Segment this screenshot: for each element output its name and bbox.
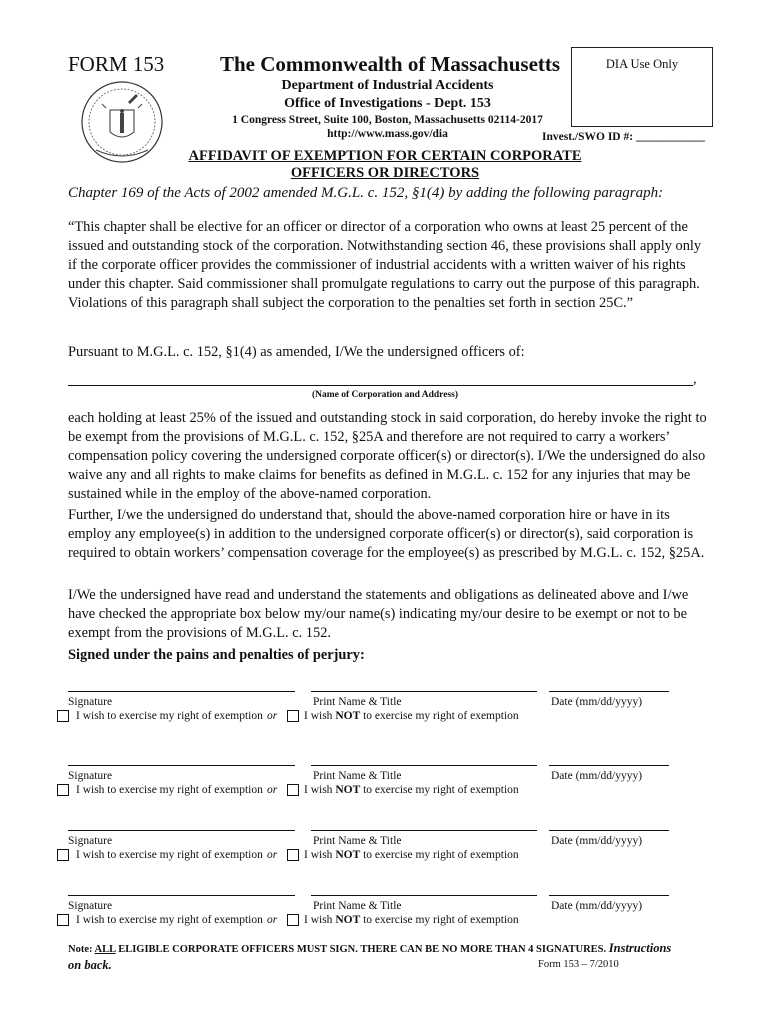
corporation-name-line[interactable] <box>68 385 693 386</box>
exempt-option-label: I wish to exercise my right of exemption <box>76 914 263 926</box>
date-line[interactable] <box>549 895 669 896</box>
not-exempt-checkbox[interactable] <box>287 914 299 926</box>
signature-block-2 <box>0 765 770 805</box>
signature-line[interactable] <box>68 691 295 692</box>
office-name: Office of Investigations - Dept. 153 <box>284 96 491 111</box>
date-line[interactable] <box>549 765 669 766</box>
signature-label: Signature <box>68 770 113 782</box>
or-label: or <box>267 710 278 722</box>
date-label: Date (mm/dd/yyyy) <box>551 696 643 708</box>
invest-id-field[interactable] <box>542 131 705 143</box>
print-name-line[interactable] <box>311 691 537 692</box>
not-exempt-option-label: I wish NOT to exercise my right of exemption <box>304 710 519 722</box>
not-exempt-option-label: I wish NOT to exercise my right of exemption <box>304 784 519 796</box>
signature-label: Signature <box>68 900 113 912</box>
or-label: or <box>267 849 278 861</box>
print-name-label: Print Name & Title <box>313 900 402 912</box>
exempt-option-label: I wish to exercise my right of exemption <box>76 710 263 722</box>
employee-coverage-statement: Further, I/we the undersigned do understand that, should the above-named corporation hire or have in its employ any employee(s) in addition to the undersigned corporate officer(s) or director(s), said corporation is required to obtain workers’ compensation coverage for the employee(s) as prescribed by M.G.L. c. 152, §25A. <box>68 507 705 561</box>
print-name-label: Print Name & Title <box>313 770 402 782</box>
chapter-reference: Chapter 169 of the Acts of 2002 amended M.G.L. c. 152, §1(4) by adding the following paragraph: <box>68 185 664 201</box>
not-exempt-checkbox[interactable] <box>287 784 299 796</box>
commonwealth-title: The Commonwealth of Massachusetts <box>220 52 561 76</box>
exempt-checkbox[interactable] <box>57 849 69 861</box>
signature-block-1 <box>0 691 770 731</box>
print-name-line[interactable] <box>311 830 537 831</box>
acknowledgement-statement: I/We the undersigned have read and understand the statements and obligations as delineated above and I/we have checked the appropriate box below my/our name(s) indicating my/our desire to be exempt or not to be exempt from the provisions of M.G.L. c. 152. <box>68 587 689 641</box>
print-name-label: Print Name & Title <box>313 696 402 708</box>
print-name-line[interactable] <box>311 895 537 896</box>
signature-block-4 <box>0 895 770 935</box>
date-label: Date (mm/dd/yyyy) <box>551 770 643 782</box>
department-name: Department of Industrial Accidents <box>281 78 494 93</box>
signature-label: Signature <box>68 696 113 708</box>
date-line[interactable] <box>549 691 669 692</box>
corporation-name-caption: (Name of Corporation and Address) <box>311 390 459 400</box>
statute-quote: “This chapter shall be elective for an officer or director of a corporation who owns at least 25 percent of the issued and outstanding stock of the corporation. Notwithstanding section 46, these provisions shall apply only if the corporate officer provides the commissioner of industrial accidents with a written waiver of his rights under this chapter. Said commissioner shall promulgate regulations to carry out the purpose of this paragraph. Violations of this paragraph shall subject the corporation to the penalties set forth in section 25C.” <box>68 219 702 311</box>
date-label: Date (mm/dd/yyyy) <box>551 835 643 847</box>
print-name-label: Print Name & Title <box>313 835 402 847</box>
affidavit-title-line2: OFFICERS OR DIRECTORS <box>290 165 480 181</box>
dia-use-box <box>571 47 713 127</box>
corporation-line-comma: , <box>693 371 697 387</box>
exemption-statement: each holding at least 25% of the issued and outstanding stock in said corporation, do hereby invoke the right to be exempt from the provisions of M.G.L. c. 152, §25A and therefore are not required to carry a workers’ compensation policy covering the undersigned corporate officer(s) or director(s). I/We the undersigned do also waive any and all rights to make claims for benefits as defined in M.G.L. c. 152 for any injuries that may be sustained while in the employ of the above-named corporation. <box>68 410 707 502</box>
form-revision-date: Form 153 – 7/2010 <box>538 959 619 970</box>
not-exempt-option-label: I wish NOT to exercise my right of exemption <box>304 914 519 926</box>
footer-note: Note: ALL ELIGIBLE CORPORATE OFFICERS MUST SIGN. THERE CAN BE NO MORE THAN 4 SIGNATURES. Instructions <box>68 941 672 955</box>
exempt-checkbox[interactable] <box>57 784 69 796</box>
not-exempt-checkbox[interactable] <box>287 710 299 722</box>
or-label: or <box>267 784 278 796</box>
not-exempt-option-label: I wish NOT to exercise my right of exemption <box>304 849 519 861</box>
invest-id-label: Invest./SWO ID #: <box>542 131 634 143</box>
not-exempt-checkbox[interactable] <box>287 849 299 861</box>
dia-use-label: DIA Use Only <box>605 57 679 71</box>
website-url[interactable]: http://www.mass.gov/dia <box>327 128 448 140</box>
date-label: Date (mm/dd/yyyy) <box>551 900 643 912</box>
signature-line[interactable] <box>68 830 295 831</box>
exempt-option-label: I wish to exercise my right of exemption <box>76 784 263 796</box>
perjury-statement: Signed under the pains and penalties of perjury: <box>68 647 365 663</box>
form-number: FORM 153 <box>68 52 165 76</box>
affidavit-title-line1: AFFIDAVIT OF EXEMPTION FOR CERTAIN CORPORATE <box>188 148 582 164</box>
invest-id-blank: ____________ <box>635 131 705 143</box>
or-label: or <box>267 914 278 926</box>
date-line[interactable] <box>549 830 669 831</box>
signature-label: Signature <box>68 835 113 847</box>
signature-line[interactable] <box>68 765 295 766</box>
print-name-line[interactable] <box>311 765 537 766</box>
signature-block-3 <box>0 830 770 870</box>
signature-line[interactable] <box>68 895 295 896</box>
office-address: 1 Congress Street, Suite 100, Boston, Massachusetts 02114-2017 <box>232 114 543 126</box>
pursuant-statement: Pursuant to M.G.L. c. 152, §1(4) as amended, I/We the undersigned officers of: <box>68 344 525 360</box>
exempt-checkbox[interactable] <box>57 914 69 926</box>
footer-on-back: on back. <box>68 958 112 972</box>
exempt-checkbox[interactable] <box>57 710 69 722</box>
exempt-option-label: I wish to exercise my right of exemption <box>76 849 263 861</box>
